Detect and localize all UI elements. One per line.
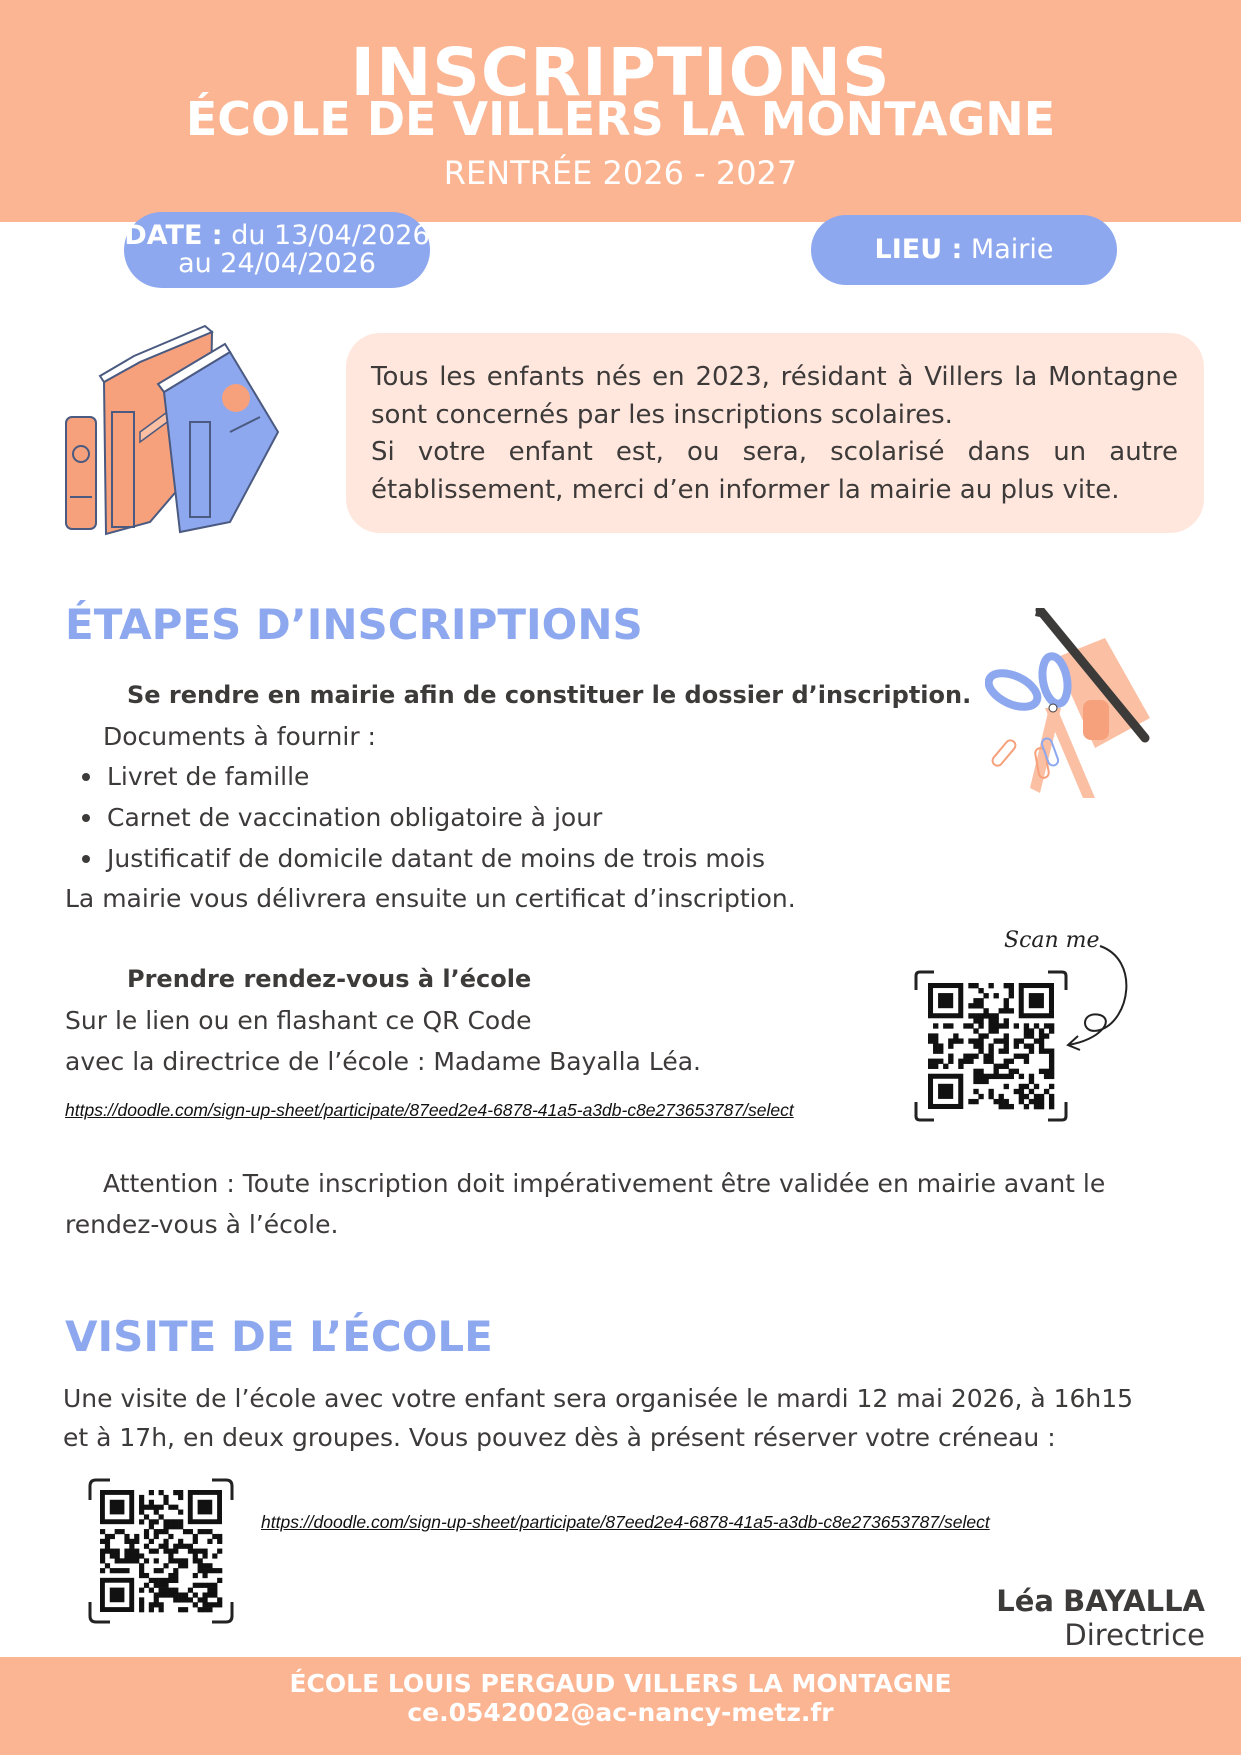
section-title-visite: VISITE DE L’ÉCOLE [65,1312,493,1361]
doc-item: Livret de famille [107,762,310,791]
signature-role: Directrice [1064,1618,1205,1652]
date-start: du 13/04/2026 [231,220,430,251]
attention-line-2: rendez-vous à l’école. [65,1210,339,1239]
signature-last-name: BAYALLA [1063,1584,1205,1618]
books-icon [60,322,285,537]
doc-item: Justificatif de domicile datant de moins de trois mois [107,844,765,873]
visite-line-1: Une visite de l’école avec votre enfant sera organisée le mardi 12 mai 2026, à 16h15 [63,1384,1134,1413]
intro-line-4: établissement, merci d’en informer la mairie au plus vite. [371,474,1120,505]
signature-name [996,1584,1205,1618]
lieu-pill [811,215,1117,285]
page-title: INSCRIPTIONS [350,34,891,111]
step2-line-2: avec la directrice de l’école : Madame Bayalla Léa. [65,1047,701,1076]
signature-first-name: Léa [996,1584,1054,1618]
intro-box [346,333,1204,533]
date-end: au 24/04/2026 [178,248,376,279]
footer-school: ÉCOLE LOUIS PERGAUD VILLERS LA MONTAGNE [289,1669,952,1698]
bullet [82,855,90,863]
intro-line-3: Si votre enfant est, ou sera, scolarisé dans un autre [371,437,1178,467]
certificate-text: La mairie vous délivrera ensuite un certificat d’inscription. [65,884,796,913]
date-label: DATE : [124,220,223,251]
qr-code-icon[interactable] [88,1478,234,1624]
intro-line-2: sont concernés par les inscriptions scolaires. [371,399,953,430]
step2-line-1: Sur le lien ou en flashant ce QR Code [65,1006,532,1035]
visite-line-2: et à 17h, en deux groupes. Vous pouvez dès à présent réserver votre créneau : [63,1423,1056,1452]
doc-item: Carnet de vaccination obligatoire à jour [107,803,603,832]
intro-line-1: Tous les enfants nés en 2023, résidant à Villers la Montagne [371,362,1178,392]
step1-heading: Se rendre en mairie afin de constituer le dossier d’inscription. [127,681,972,709]
section-title-etapes: ÉTAPES D’INSCRIPTIONS [65,600,643,649]
bullet [82,814,90,822]
scan-arrow-icon [1060,940,1135,1055]
attention-line-1: Attention : Toute inscription doit impérativement être validée en mairie avant le [103,1169,1106,1198]
school-year: RENTRÉE 2026 - 2027 [443,154,798,192]
qr-code-icon[interactable] [914,970,1068,1122]
scan-me-label: Scan me [1004,928,1100,953]
lieu-value: Mairie [970,234,1054,265]
stationery-icon [985,608,1165,808]
footer-email[interactable]: ce.0542002@ac-nancy-metz.fr [407,1698,834,1727]
step2-heading: Prendre rendez-vous à l’école [127,965,532,993]
visite-link[interactable]: https://doodle.com/sign-up-sheet/participate/87eed2e4-6878-41a5-a3db-c8e273653787/select [261,1512,990,1532]
date-pill [124,212,430,288]
bullet [82,773,90,781]
docs-label: Documents à fournir : [103,722,376,751]
school-name: ÉCOLE DE VILLERS LA MONTAGNE [185,92,1056,146]
rdv-link[interactable]: https://doodle.com/sign-up-sheet/participate/87eed2e4-6878-41a5-a3db-c8e273653787/select [65,1100,794,1120]
lieu-label: LIEU : [874,234,963,265]
